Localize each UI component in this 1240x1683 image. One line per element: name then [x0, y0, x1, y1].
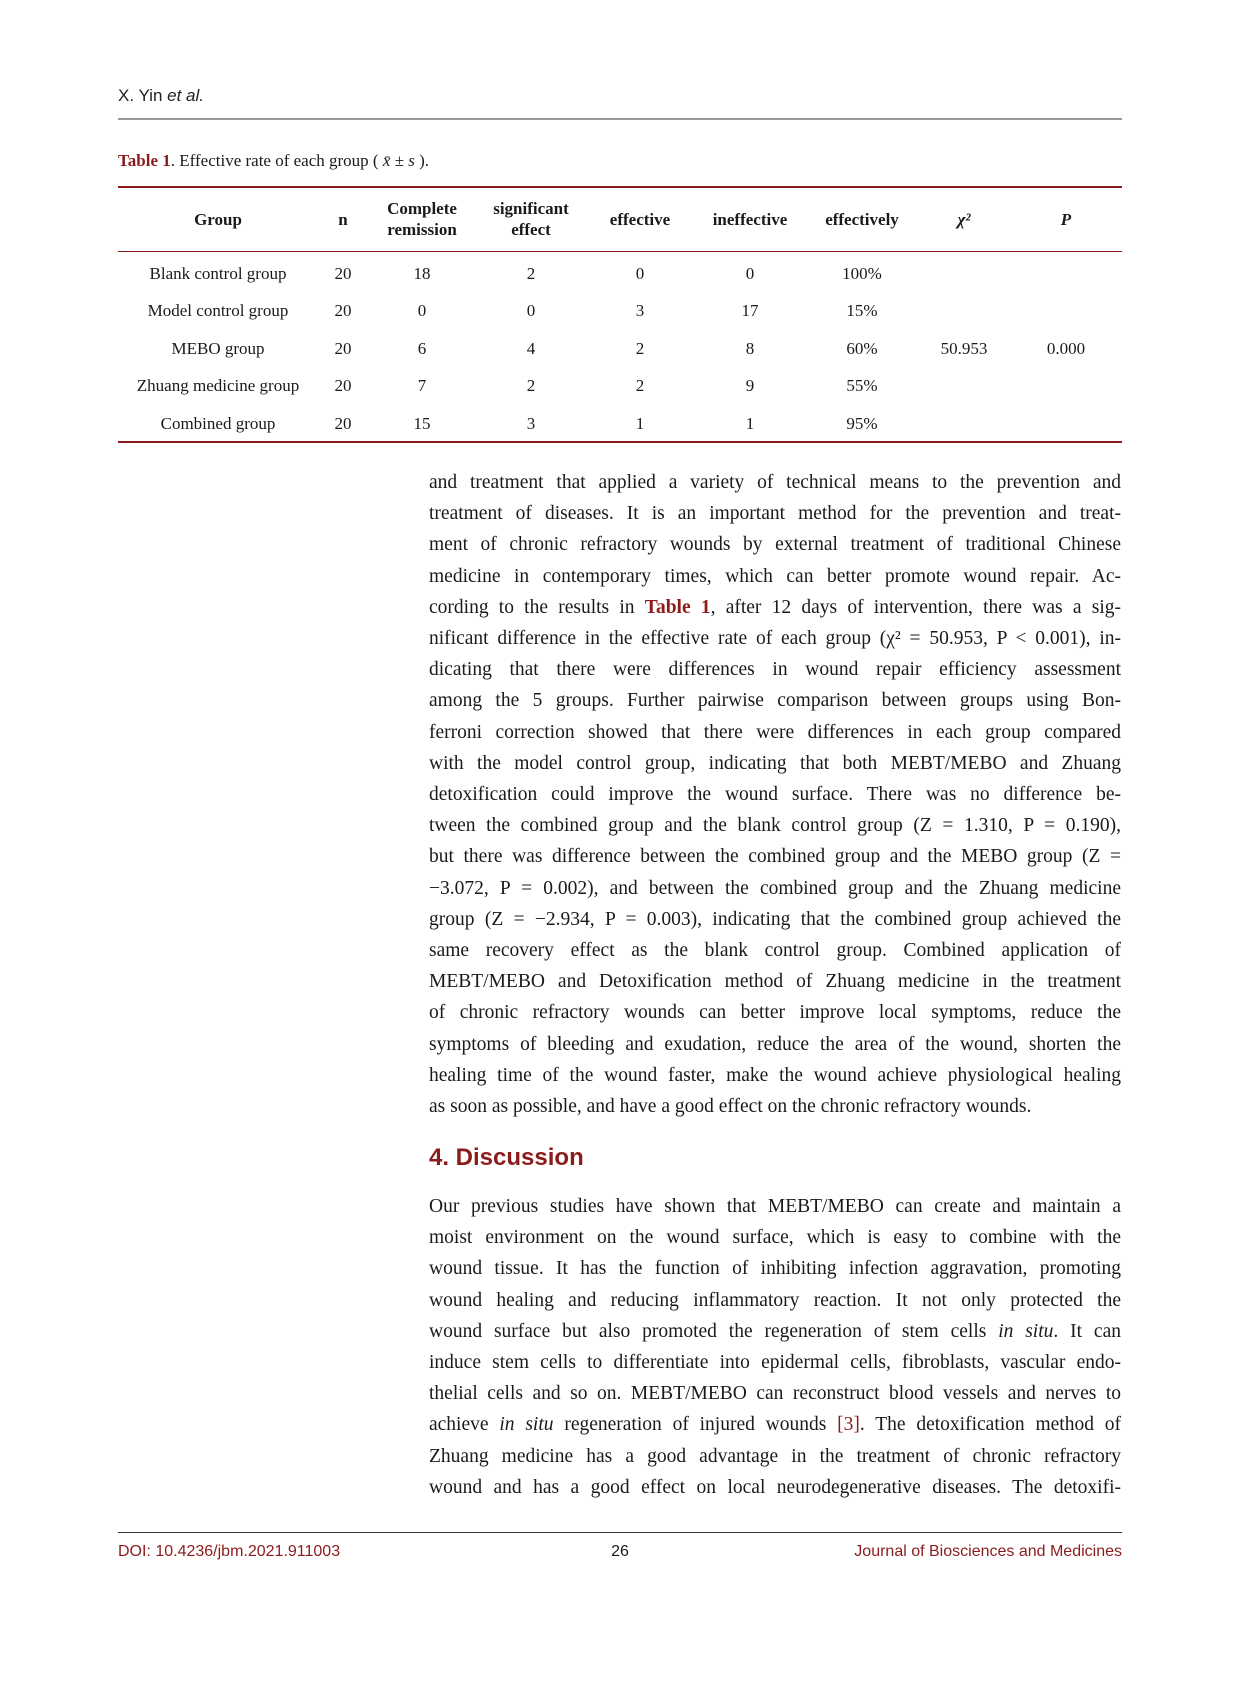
cell-group: Zhuang medicine group	[136, 376, 300, 396]
cell-group: Model control group	[147, 301, 289, 321]
table-1-link[interactable]: Table 1	[644, 596, 711, 618]
cell-effective: 3	[635, 301, 645, 321]
author-name: X. Yin	[118, 86, 163, 105]
cell-significant-effect: 4	[526, 338, 536, 358]
discussion-paragraph	[429, 1191, 1121, 1503]
text-line: wound and has a good effect on local neurodegenerative diseases. The detoxifi-	[429, 1476, 1121, 1498]
header-complete-remission: Complete remission	[387, 199, 457, 239]
cell-effective: 2	[635, 376, 645, 396]
text-line: and treatment that applied a variety of technical means to the prevention and	[429, 472, 1121, 493]
text-line: cording to the results in Table 1, after 12 days of intervention, there was a sig-	[429, 596, 1121, 618]
cell-effectively: 100%	[842, 263, 882, 283]
text-line: ment of chronic refractory wounds by external treatment of traditional Chinese	[429, 534, 1121, 556]
header-ineffective: ineffective	[712, 209, 788, 229]
cell-n: 20	[334, 413, 352, 433]
cell-n: 20	[334, 338, 352, 358]
text-line: moist environment on the wound surface, which is easy to combine with the	[429, 1227, 1121, 1249]
cell-empty	[1010, 251, 1122, 293]
text-line: healing time of the wound faster, make the wound achieve physiological healing	[429, 1064, 1121, 1086]
cell-empty	[1010, 368, 1122, 406]
cell-ineffective: 17	[741, 301, 759, 321]
header-significant-effect: significant effect	[493, 199, 569, 239]
header-effective: effective	[609, 209, 671, 229]
cell-n: 20	[334, 263, 352, 283]
footer-divider	[118, 1532, 1122, 1533]
page-number: 26	[611, 1543, 629, 1560]
table-row	[118, 293, 1122, 331]
table-caption-text: . Effective rate of each group (	[170, 151, 379, 170]
cell-empty	[918, 251, 1010, 293]
text-line: group (Z = −2.934, P = 0.003), indicating that the combined group achieved the	[429, 908, 1121, 930]
text-line: Our previous studies have shown that MEBT/MEBO can create and maintain a	[429, 1196, 1121, 1217]
text-line: dicating that there were differences in wound repair efficiency assessment	[429, 659, 1121, 681]
footer-journal-name[interactable]: Journal of Biosciences and Medicines	[854, 1543, 1122, 1560]
table-caption-end: ).	[419, 151, 430, 170]
cell-n: 20	[334, 376, 352, 396]
text-line: wound tissue. It has the function of inhibiting infection aggravation, promoting	[429, 1258, 1121, 1280]
cell-ineffective: 9	[745, 376, 755, 396]
author-suffix: et al.	[167, 86, 205, 105]
cell-ineffective: 0	[745, 263, 755, 283]
results-table	[118, 187, 1122, 443]
text-line: nificant difference in the effective rate of each group (χ² = 50.953, P < 0.001), in-	[429, 628, 1121, 650]
header-p: P	[1060, 209, 1072, 229]
cell-p: 0.000	[1046, 338, 1086, 358]
cell-complete-remission: 7	[417, 376, 427, 396]
cell-chi2: 50.953	[940, 338, 988, 358]
cell-significant-effect: 2	[526, 376, 536, 396]
cell-n: 20	[334, 301, 352, 321]
section-heading-discussion: 4. Discussion	[429, 1144, 584, 1171]
cell-group: MEBO group	[171, 338, 265, 358]
cell-empty	[1010, 293, 1122, 331]
text-line: among the 5 groups. Further pairwise comparison between groups using Bon-	[429, 690, 1121, 712]
cell-significant-effect: 0	[526, 301, 536, 321]
cell-group: Combined group	[160, 413, 276, 433]
text-line: tween the combined group and the blank control group (Z = 1.310, P = 0.190),	[429, 815, 1121, 837]
table-row	[118, 251, 1122, 293]
text-line: with the model control group, indicating that both MEBT/MEBO and Zhuang	[429, 752, 1121, 774]
text-line: detoxification could improve the wound surface. There was no difference be-	[429, 784, 1121, 806]
text-line: symptoms of bleeding and exudation, reduce the area of the wound, shorten the	[429, 1033, 1121, 1055]
table-caption	[118, 151, 429, 171]
text-line: −3.072, P = 0.002), and between the combined group and the Zhuang medicine	[429, 877, 1121, 899]
header-effectively: effectively	[825, 209, 899, 229]
running-header-author	[118, 86, 204, 106]
cell-group: Blank control group	[149, 263, 287, 283]
cell-ineffective: 1	[745, 413, 755, 433]
text-line: Zhuang medicine has a good advantage in the treatment of chronic refractory	[429, 1445, 1121, 1467]
header-n: n	[338, 209, 348, 229]
cell-complete-remission: 0	[417, 301, 427, 321]
cell-effective: 1	[635, 413, 645, 433]
text-line: as soon as possible, and have a good effect on the chronic refractory wounds.	[429, 1096, 1032, 1118]
cell-complete-remission: 18	[413, 263, 431, 283]
cell-complete-remission: 15	[413, 413, 431, 433]
text-line: wound healing and reducing inflammatory reaction. It not only protected the	[429, 1289, 1121, 1311]
table-row	[118, 330, 1122, 368]
cell-empty	[918, 293, 1010, 331]
cell-empty	[918, 368, 1010, 406]
footer-doi[interactable]: DOI: 10.4236/jbm.2021.911003	[118, 1543, 341, 1560]
text-line: thelial cells and so on. MEBT/MEBO can reconstruct blood vessels and nerves to	[429, 1383, 1121, 1405]
table-header-row	[118, 187, 1122, 251]
cell-significant-effect: 2	[526, 263, 536, 283]
cell-complete-remission: 6	[417, 338, 427, 358]
text-line: medicine in contemporary times, which can better promote wound repair. Ac-	[429, 565, 1121, 587]
cell-effectively: 15%	[846, 301, 878, 321]
header-group: Group	[194, 209, 242, 229]
text-line: wound surface but also promoted the regeneration of stem cells in situ. It can	[429, 1320, 1121, 1342]
header-divider	[118, 118, 1122, 120]
cell-ineffective: 8	[745, 338, 755, 358]
cell-effective: 0	[635, 263, 645, 283]
cell-effective: 2	[635, 338, 645, 358]
cell-effectively: 60%	[846, 338, 878, 358]
text-line: of chronic refractory wounds can better improve local symptoms, reduce the	[429, 1002, 1121, 1024]
text-line: ferroni correction showed that there were differences in each group compared	[429, 721, 1121, 743]
cell-effectively: 55%	[846, 376, 878, 396]
results-paragraph	[429, 467, 1121, 1122]
text-line: MEBT/MEBO and Detoxification method of Zhuang medicine in the treatment	[429, 971, 1121, 993]
reference-link[interactable]: [3]	[837, 1414, 860, 1436]
table-row	[118, 405, 1122, 443]
text-line: treatment of diseases. It is an important method for the prevention and treat-	[429, 503, 1121, 525]
table-caption-symbol: x̄ ± s	[382, 151, 415, 170]
cell-empty	[918, 405, 1010, 443]
text-line: induce stem cells to differentiate into epidermal cells, fibroblasts, vascular endo-	[429, 1352, 1121, 1374]
cell-significant-effect: 3	[526, 413, 536, 433]
text-line: but there was difference between the combined group and the MEBO group (Z =	[429, 846, 1121, 868]
text-line: achieve in situ regeneration of injured wounds [3]. The detoxification method of	[429, 1414, 1122, 1436]
header-chi2: χ²	[957, 209, 971, 229]
text-line: same recovery effect as the blank control group. Combined application of	[429, 940, 1121, 962]
cell-empty	[1010, 405, 1122, 443]
table-row	[118, 368, 1122, 406]
cell-effectively: 95%	[846, 413, 878, 433]
table-label: Table 1	[118, 151, 171, 170]
